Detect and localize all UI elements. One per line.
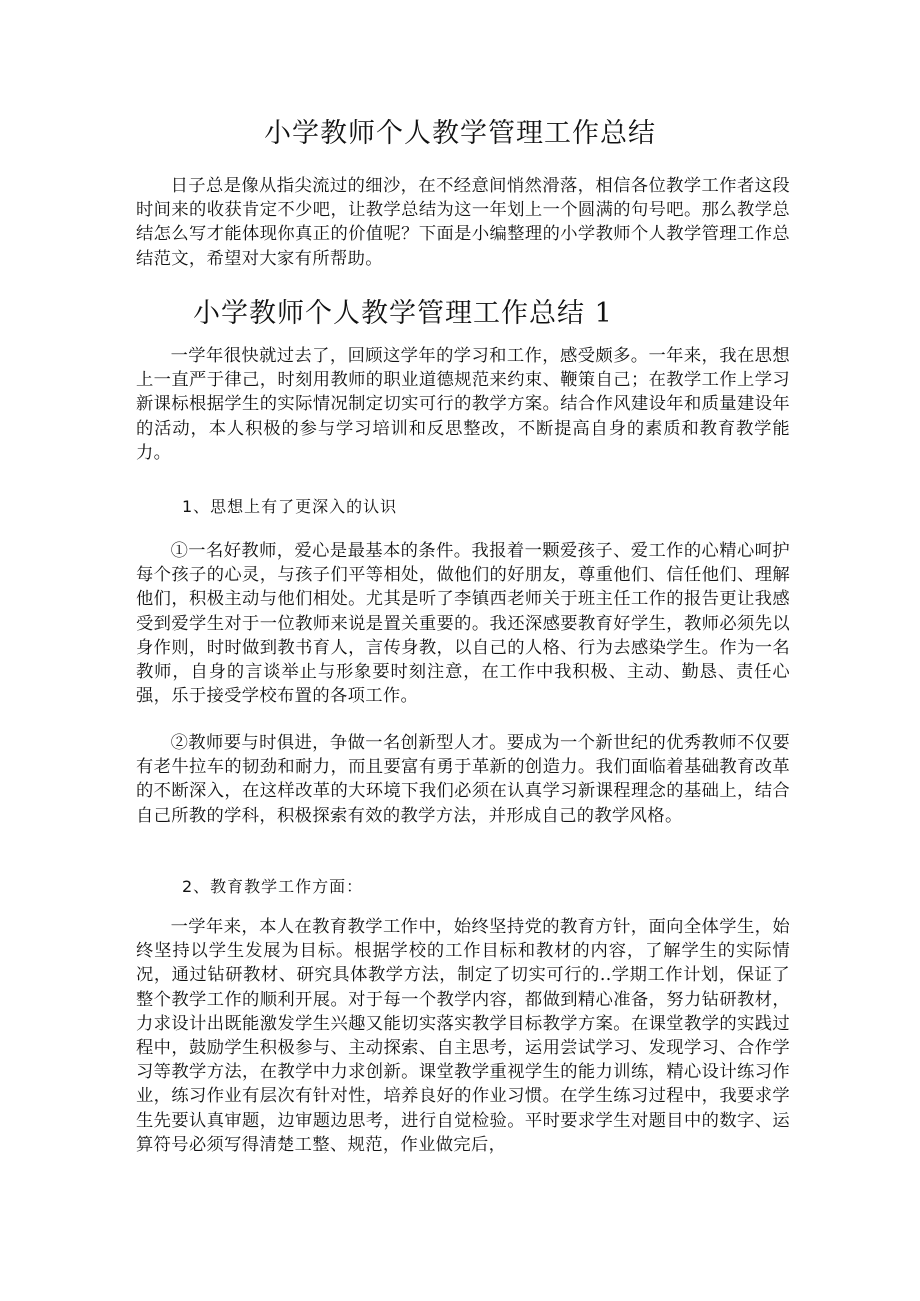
subheading-thinking: 1、思想上有了更深入的认识 xyxy=(182,497,398,516)
intro-paragraph: 日子总是像从指尖流过的细沙，在不经意间悄然滑落，相信各位教学工作者这段时间来的收获肯定不少吧，让教学总结为这一年划上一个圆满的句号吧。那么教学总结怎么写才能体现你真正的价值呢？下面是小编整理的小学教师个人教学管理工作总结范文，希望对大家有所帮助。 xyxy=(136,176,790,269)
subheading-teaching-work: 2、教育教学工作方面： xyxy=(182,877,364,896)
document-title: 小学教师个人教学管理工作总结 xyxy=(264,118,656,149)
section-title: 小学教师个人教学管理工作总结 1 xyxy=(193,298,613,329)
paragraph-teaching-work: 一学年来，本人在教育教学工作中，始终坚持党的教育方针，面向全体学生，始终坚持以学生发展为目标。根据学校的工作目标和教材的内容，了解学生的实际情况，通过钻研教材、研究具体教学方法，制定了切实可行的..学期工作计划，保证了整个教学工作的顺利开展。对于每一个教学内容，都做到精心准备，努力钻研教材，力求设计出既能激发学生兴趣又能切实落实教学目标教学方案。在课堂教学的实践过程中，鼓励学生积极参与、主动探索、自主思考，运用尝试学习、发现学习、合作学习等教学方法，在教学中力求创新。课堂教学重视学生的能力训练，精心设计练习作业，练习作业有层次有针对性，培养良好的作业习惯。在学生练习过程中，我要求学生先要认真审题，边审题边思考，进行自觉检验。平时要求学生对题目中的数字、运算符号必须写得清楚工整、规范，作业做完后， xyxy=(136,917,790,1155)
paragraph-love-students: ①一名好教师，爱心是最基本的条件。我报着一颗爱孩子、爱工作的心精心呵护每个孩子的心灵，与孩子们平等相处，做他们的好朋友，尊重他们、信任他们、理解他们，积极主动与他们相处。尤其是听了李镇西老师关于班主任工作的报告更让我感受到爱学生对于一位教师来说是置关重要的。我还深感要教育好学生，教师必须先以身作则，时时做到教书育人，言传身教，以自己的人格、行为去感染学生。作为一名教师，自身的言谈举止与形象要时刻注意，在工作中我积极、主动、勤恳、责任心强，乐于接受学校布置的各项工作。 xyxy=(136,541,790,707)
paragraph-innovation: ②教师要与时俱进，争做一名创新型人才。要成为一个新世纪的优秀教师不仅要有老牛拉车的韧劲和耐力，而且要富有勇于革新的创造力。我们面临着基础教育改革的不断深入，在这样改革的大环境下我们必须在认真学习新课程理念的基础上，结合自己所教的学科，积极探索有效的教学方法，并形成自己的教学风格。 xyxy=(136,733,790,826)
section-overview-paragraph: 一学年很快就过去了，回顾这学年的学习和工作，感受颇多。一年来，我在思想上一直严于律己，时刻用教师的职业道德规范来约束、鞭策自己；在教学工作上学习新课标根据学生的实际情况制定切实可行的教学方案。结合作风建设年和质量建设年的活动，本人积极的参与学习培训和反思整改，不断提高自身的素质和教育教学能力。 xyxy=(136,346,790,463)
